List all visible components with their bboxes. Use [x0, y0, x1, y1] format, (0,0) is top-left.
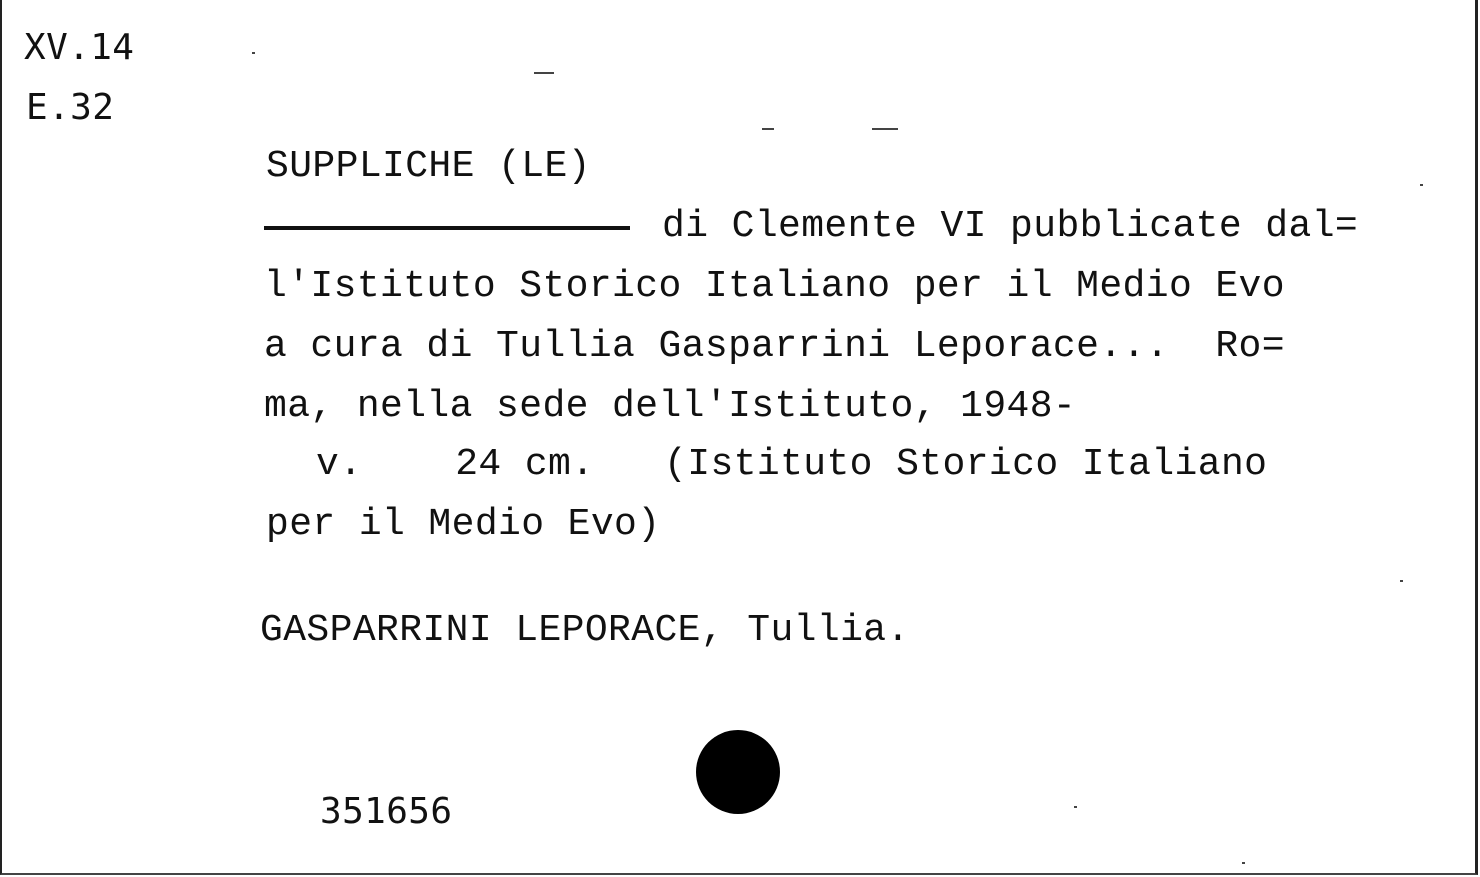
scan-speck — [252, 52, 255, 54]
scan-speck — [1420, 184, 1423, 186]
scan-speck — [872, 128, 898, 130]
entry-line-3: a cura di Tullia Gasparrini Leporace... Ro= — [264, 325, 1285, 368]
entry-line-6: per il Medio Evo) — [266, 503, 661, 546]
call-number-line-2: E.32 — [26, 87, 115, 128]
entry-line-5: v. 24 cm. (Istituto Storico Italiano — [316, 443, 1268, 486]
entry-line-4: ma, nella sede dell'Istituto, 1948- — [264, 385, 1077, 428]
entry-heading: SUPPLICHE (LE) — [266, 145, 591, 188]
entry-line-2: l'Istituto Storico Italiano per il Medio Evo — [264, 265, 1285, 308]
accession-number: 351656 — [320, 791, 453, 832]
scan-speck — [1074, 806, 1077, 808]
scan-speck — [534, 72, 554, 74]
scan-speck — [1400, 580, 1403, 582]
title-dash-rule — [264, 226, 630, 230]
scan-speck — [762, 128, 774, 130]
scan-speck — [1242, 862, 1245, 864]
call-number-line-1: XV.14 — [24, 27, 135, 68]
added-entry: GASPARRINI LEPORACE, Tullia. — [260, 609, 910, 652]
entry-line-1: di Clemente VI pubblicate dal= — [662, 205, 1359, 248]
punch-hole — [696, 730, 780, 814]
